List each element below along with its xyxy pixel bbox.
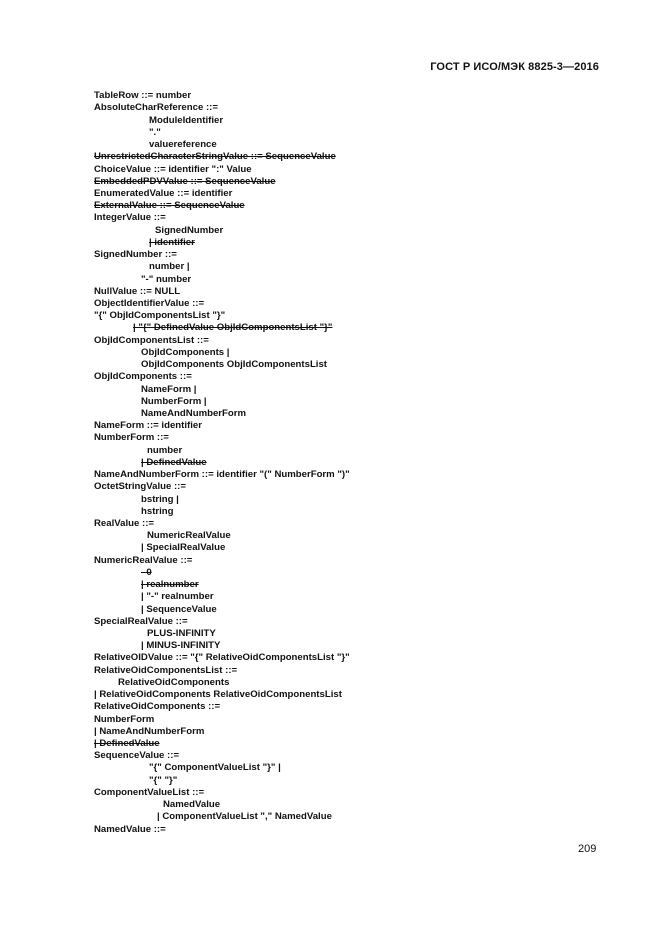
grammar-line: valuereference <box>149 139 217 150</box>
grammar-line: RelativeOIDValue ::= "{" RelativeOidComponentsList "}" <box>94 652 350 663</box>
grammar-line: NameForm | <box>141 384 197 395</box>
grammar-line: ModuleIdentifier <box>149 115 224 126</box>
grammar-line: NumberForm <box>94 714 155 725</box>
struck-grammar-line: | DefinedValue <box>94 738 160 749</box>
grammar-line: | NameAndNumberForm <box>94 726 205 737</box>
grammar-line: RelativeOidComponents ::= <box>94 701 221 712</box>
grammar-line: "-" number <box>141 274 192 285</box>
grammar-line: "{" ObjIdComponentsList "}" <box>94 310 226 321</box>
struck-grammar-line: | "{" DefinedValue ObjIdComponentsList "}" <box>133 322 333 333</box>
grammar-line: ChoiceValue ::= identifier ":" Value <box>94 164 252 175</box>
grammar-line: ObjectIdentifierValue ::= <box>94 298 205 309</box>
document-header: ГОСТ Р ИСО/МЭК 8825-3—2016 <box>430 61 599 73</box>
grammar-line: RelativeOidComponents <box>118 677 230 688</box>
struck-grammar-line: UnrestrictedCharacterStringValue ::= SequenceValue <box>94 151 336 162</box>
grammar-line: number <box>147 445 183 456</box>
struck-grammar-line: | identifier <box>149 237 195 248</box>
grammar-line: number | <box>149 261 190 272</box>
grammar-line: AbsoluteCharReference ::= <box>94 102 218 113</box>
grammar-line: EnumeratedValue ::= identifier <box>94 188 233 199</box>
grammar-line: SignedNumber ::= <box>94 249 177 260</box>
struck-grammar-line: ExternalValue ::= SequenceValue <box>94 200 245 211</box>
grammar-line: NumericRealValue <box>147 530 231 541</box>
grammar-line: | SpecialRealValue <box>141 542 226 553</box>
grammar-line: RelativeOidComponentsList ::= <box>94 665 238 676</box>
grammar-line: OctetStringValue ::= <box>94 481 186 492</box>
grammar-line: NumberForm | <box>141 396 207 407</box>
struck-grammar-line: | DefinedValue <box>141 457 207 468</box>
grammar-line: TableRow ::= number <box>94 90 192 101</box>
grammar-line: | SequenceValue <box>141 604 217 615</box>
struck-grammar-line: 0 <box>141 567 152 578</box>
grammar-line: hstring <box>141 506 174 517</box>
grammar-line: ObjIdComponents | <box>141 347 230 358</box>
grammar-line: SignedNumber <box>155 225 224 236</box>
grammar-line: IntegerValue ::= <box>94 212 166 223</box>
grammar-line: ObjIdComponents ObjIdComponentsList <box>141 359 328 370</box>
grammar-line: ObjIdComponentsList ::= <box>94 335 209 346</box>
grammar-line: "{" "}" <box>149 775 178 786</box>
struck-grammar-line: | realnumber <box>141 579 199 590</box>
grammar-line: RealValue ::= <box>94 518 154 529</box>
grammar-line: NameAndNumberForm <box>141 408 247 419</box>
grammar-line: NumberForm ::= <box>94 432 169 443</box>
grammar-line: bstring | <box>141 494 179 505</box>
grammar-line: "{" ComponentValueList "}" | <box>149 762 281 773</box>
page-number: 209 <box>578 843 597 855</box>
grammar-line: NamedValue ::= <box>94 824 166 835</box>
grammar-line: PLUS-INFINITY <box>147 628 216 639</box>
grammar-line: NamedValue <box>163 799 221 810</box>
grammar-line: NameForm ::= identifier <box>94 420 202 431</box>
grammar-line: NameAndNumberForm ::= identifier "(" NumberForm ")" <box>94 469 350 480</box>
grammar-line: NullValue ::= NULL <box>94 286 181 297</box>
grammar-line: ObjIdComponents ::= <box>94 371 192 382</box>
struck-grammar-line: EmbeddedPDVValue ::= SequenceValue <box>94 176 276 187</box>
grammar-line: | RelativeOidComponents RelativeOidComponentsList <box>94 689 342 700</box>
grammar-line: "." <box>149 127 161 138</box>
grammar-line: SequenceValue ::= <box>94 750 180 761</box>
grammar-line: | MINUS-INFINITY <box>141 640 221 651</box>
grammar-line: ComponentValueList ::= <box>94 787 205 798</box>
grammar-line: | ComponentValueList "," NamedValue <box>157 811 332 822</box>
grammar-line: | "-" realnumber <box>141 591 214 602</box>
grammar-line: SpecialRealValue ::= <box>94 616 188 627</box>
grammar-line: NumericRealValue ::= <box>94 555 193 566</box>
